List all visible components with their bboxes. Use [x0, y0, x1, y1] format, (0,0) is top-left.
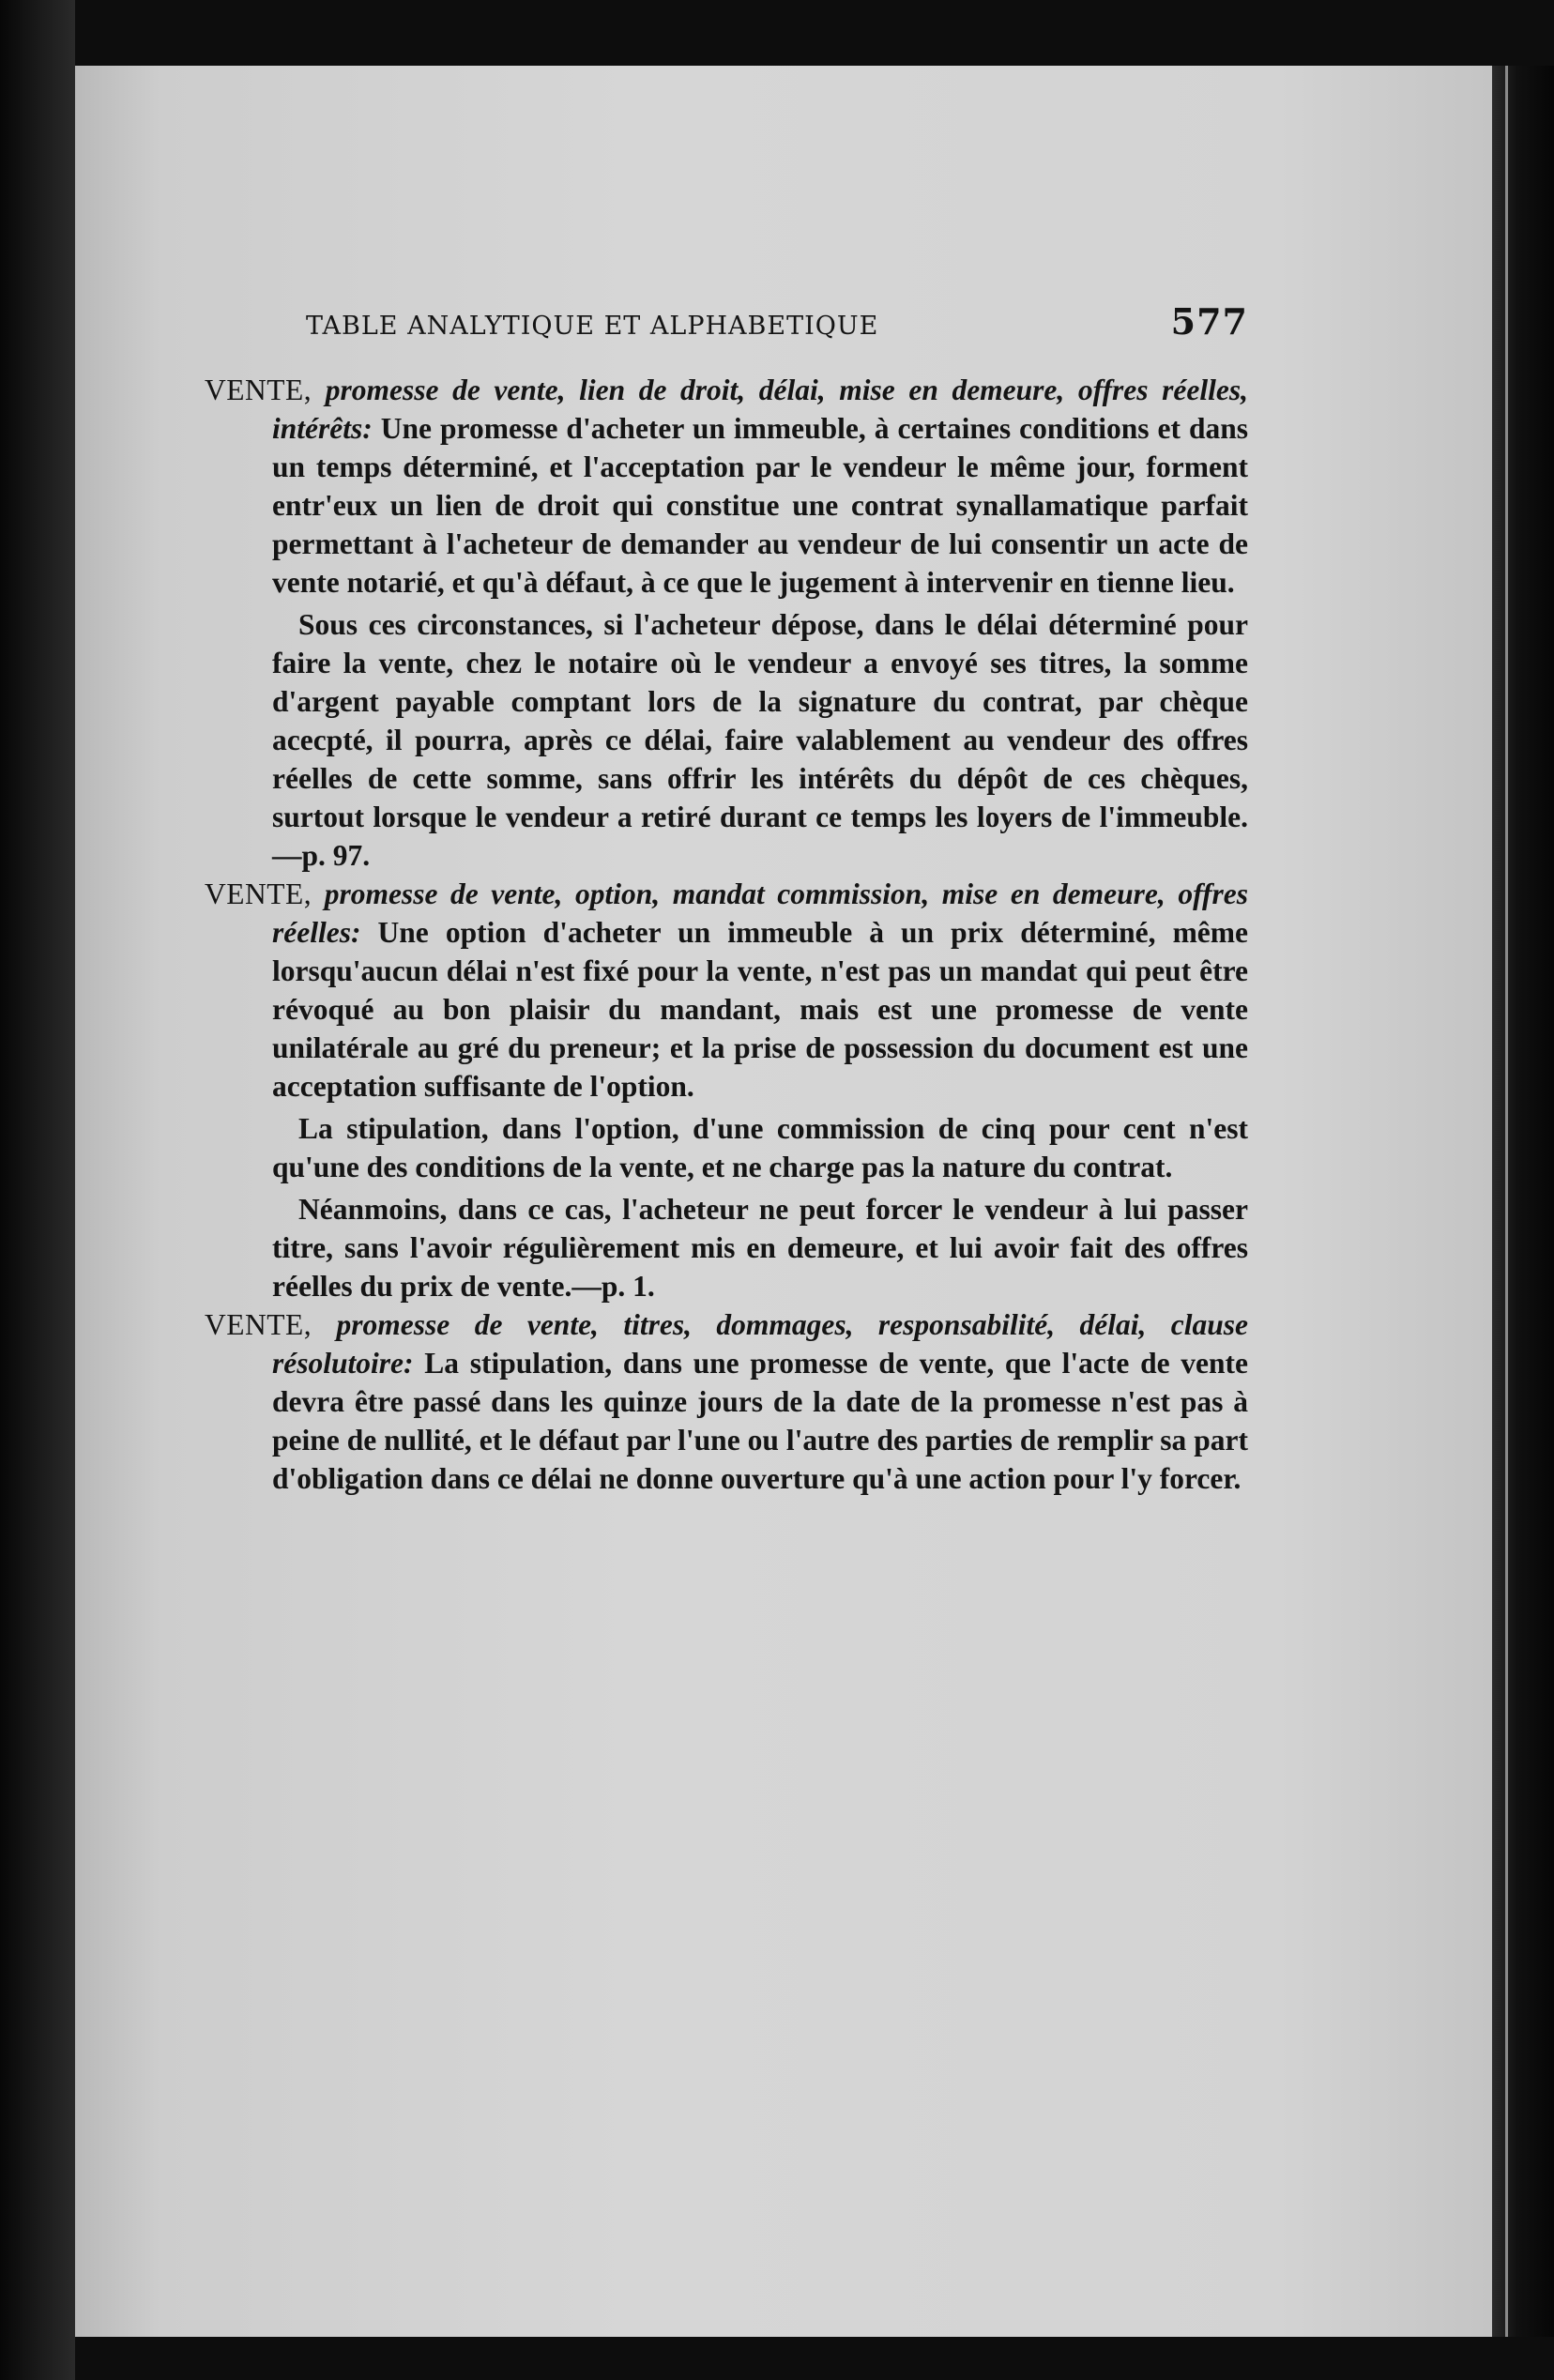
page-reference: —p. 1.	[571, 1270, 655, 1303]
index-entry	[205, 875, 1248, 1305]
entry-text: Une option d'acheter un immeuble à un prix déterminé, même lorsqu'aucun délai n'est fixé pour la vente, n'est pas un mandat qui peut être révoqué au bon plaisir du mandant, mais est une promesse de vente unilatérale au gré du preneur; et la prise de possession du document est une acceptation suffisante de l'option.	[272, 916, 1249, 1103]
index-entry	[205, 1305, 1248, 1498]
running-title: TABLE ANALYTIQUE ET ALPHABETIQUE	[306, 312, 879, 341]
text-block	[205, 300, 1248, 1498]
entry-subjects: promesse de vente, titres, dommages, responsabilité, délai, clause résolutoire:	[272, 1308, 1249, 1380]
entry-first-paragraph	[205, 1305, 1248, 1498]
page-number: 577	[1170, 300, 1248, 343]
entry-paragraph	[205, 1190, 1248, 1305]
entry-text: Sous ces circonstances, si l'acheteur dépose, dans le délai déterminé pour faire la vente, chez le notaire où le vendeur a envoyé ses titres, la somme d'argent payable comptant lors de la signature du contrat, par chèque acecpté, il pourra, après ce délai, faire valablement au vendeur des offres réelles de cette somme, sans offrir les intérêts du dépôt de ces chèques, surtout lorsque le vendeur a retiré durant ce temps les loyers de l'immeuble.	[272, 608, 1248, 833]
right-page-edge	[1492, 66, 1554, 2337]
entry-headword: VENTE,	[205, 877, 312, 910]
entry-subjects: promesse de vente, option, mandat commission, mise en demeure, offres réelles:	[272, 877, 1248, 949]
entry-text: Une promesse d'acheter un immeuble, à certaines conditions et dans un temps déterminé, et l'acceptation par le vendeur le même jour, forment entr'eux un lien de droit qui constitue une contrat synallamatique parfait permettant à l'acheteur de demander au vendeur de lui consentir un acte de vente notarié, et qu'à défaut, à ce que le jugement à intervenir en tienne lieu.	[272, 412, 1249, 599]
entry-text: La stipulation, dans une promesse de vente, que l'acte de vente devra être passé dans les quinze jours de la date de la promesse n'est pas à peine de nullité, et le défaut par l'une ou l'autre des parties de remplir sa part d'obligation dans ce délai ne donne ouverture qu'à une action pour l'y forcer.	[272, 1347, 1248, 1495]
entry-headword: VENTE,	[205, 374, 312, 406]
entry-first-paragraph	[205, 371, 1248, 602]
left-book-gutter	[0, 0, 75, 2380]
entry-first-paragraph	[205, 875, 1248, 1106]
entry-paragraph	[205, 605, 1248, 875]
index-entry	[205, 371, 1248, 875]
entry-subjects: promesse de vente, lien de droit, délai, mise en demeure, offres réelles, intérêts:	[272, 374, 1248, 445]
entry-paragraph	[205, 1109, 1248, 1186]
page-reference: —p. 97.	[272, 839, 371, 872]
entry-headword: VENTE,	[205, 1308, 312, 1341]
entry-text: La stipulation, dans l'option, d'une commission de cinq pour cent n'est qu'une des conditions de la vente, et ne charge pas la nature du contrat.	[272, 1112, 1248, 1183]
entry-text: Néanmoins, dans ce cas, l'acheteur ne peut forcer le vendeur à lui passer titre, sans l'avoir régulièrement mis en demeure, et lui avoir fait des offres réelles du prix de vente.	[272, 1193, 1248, 1303]
edge-rule	[1505, 66, 1508, 2337]
running-head	[205, 300, 1248, 343]
